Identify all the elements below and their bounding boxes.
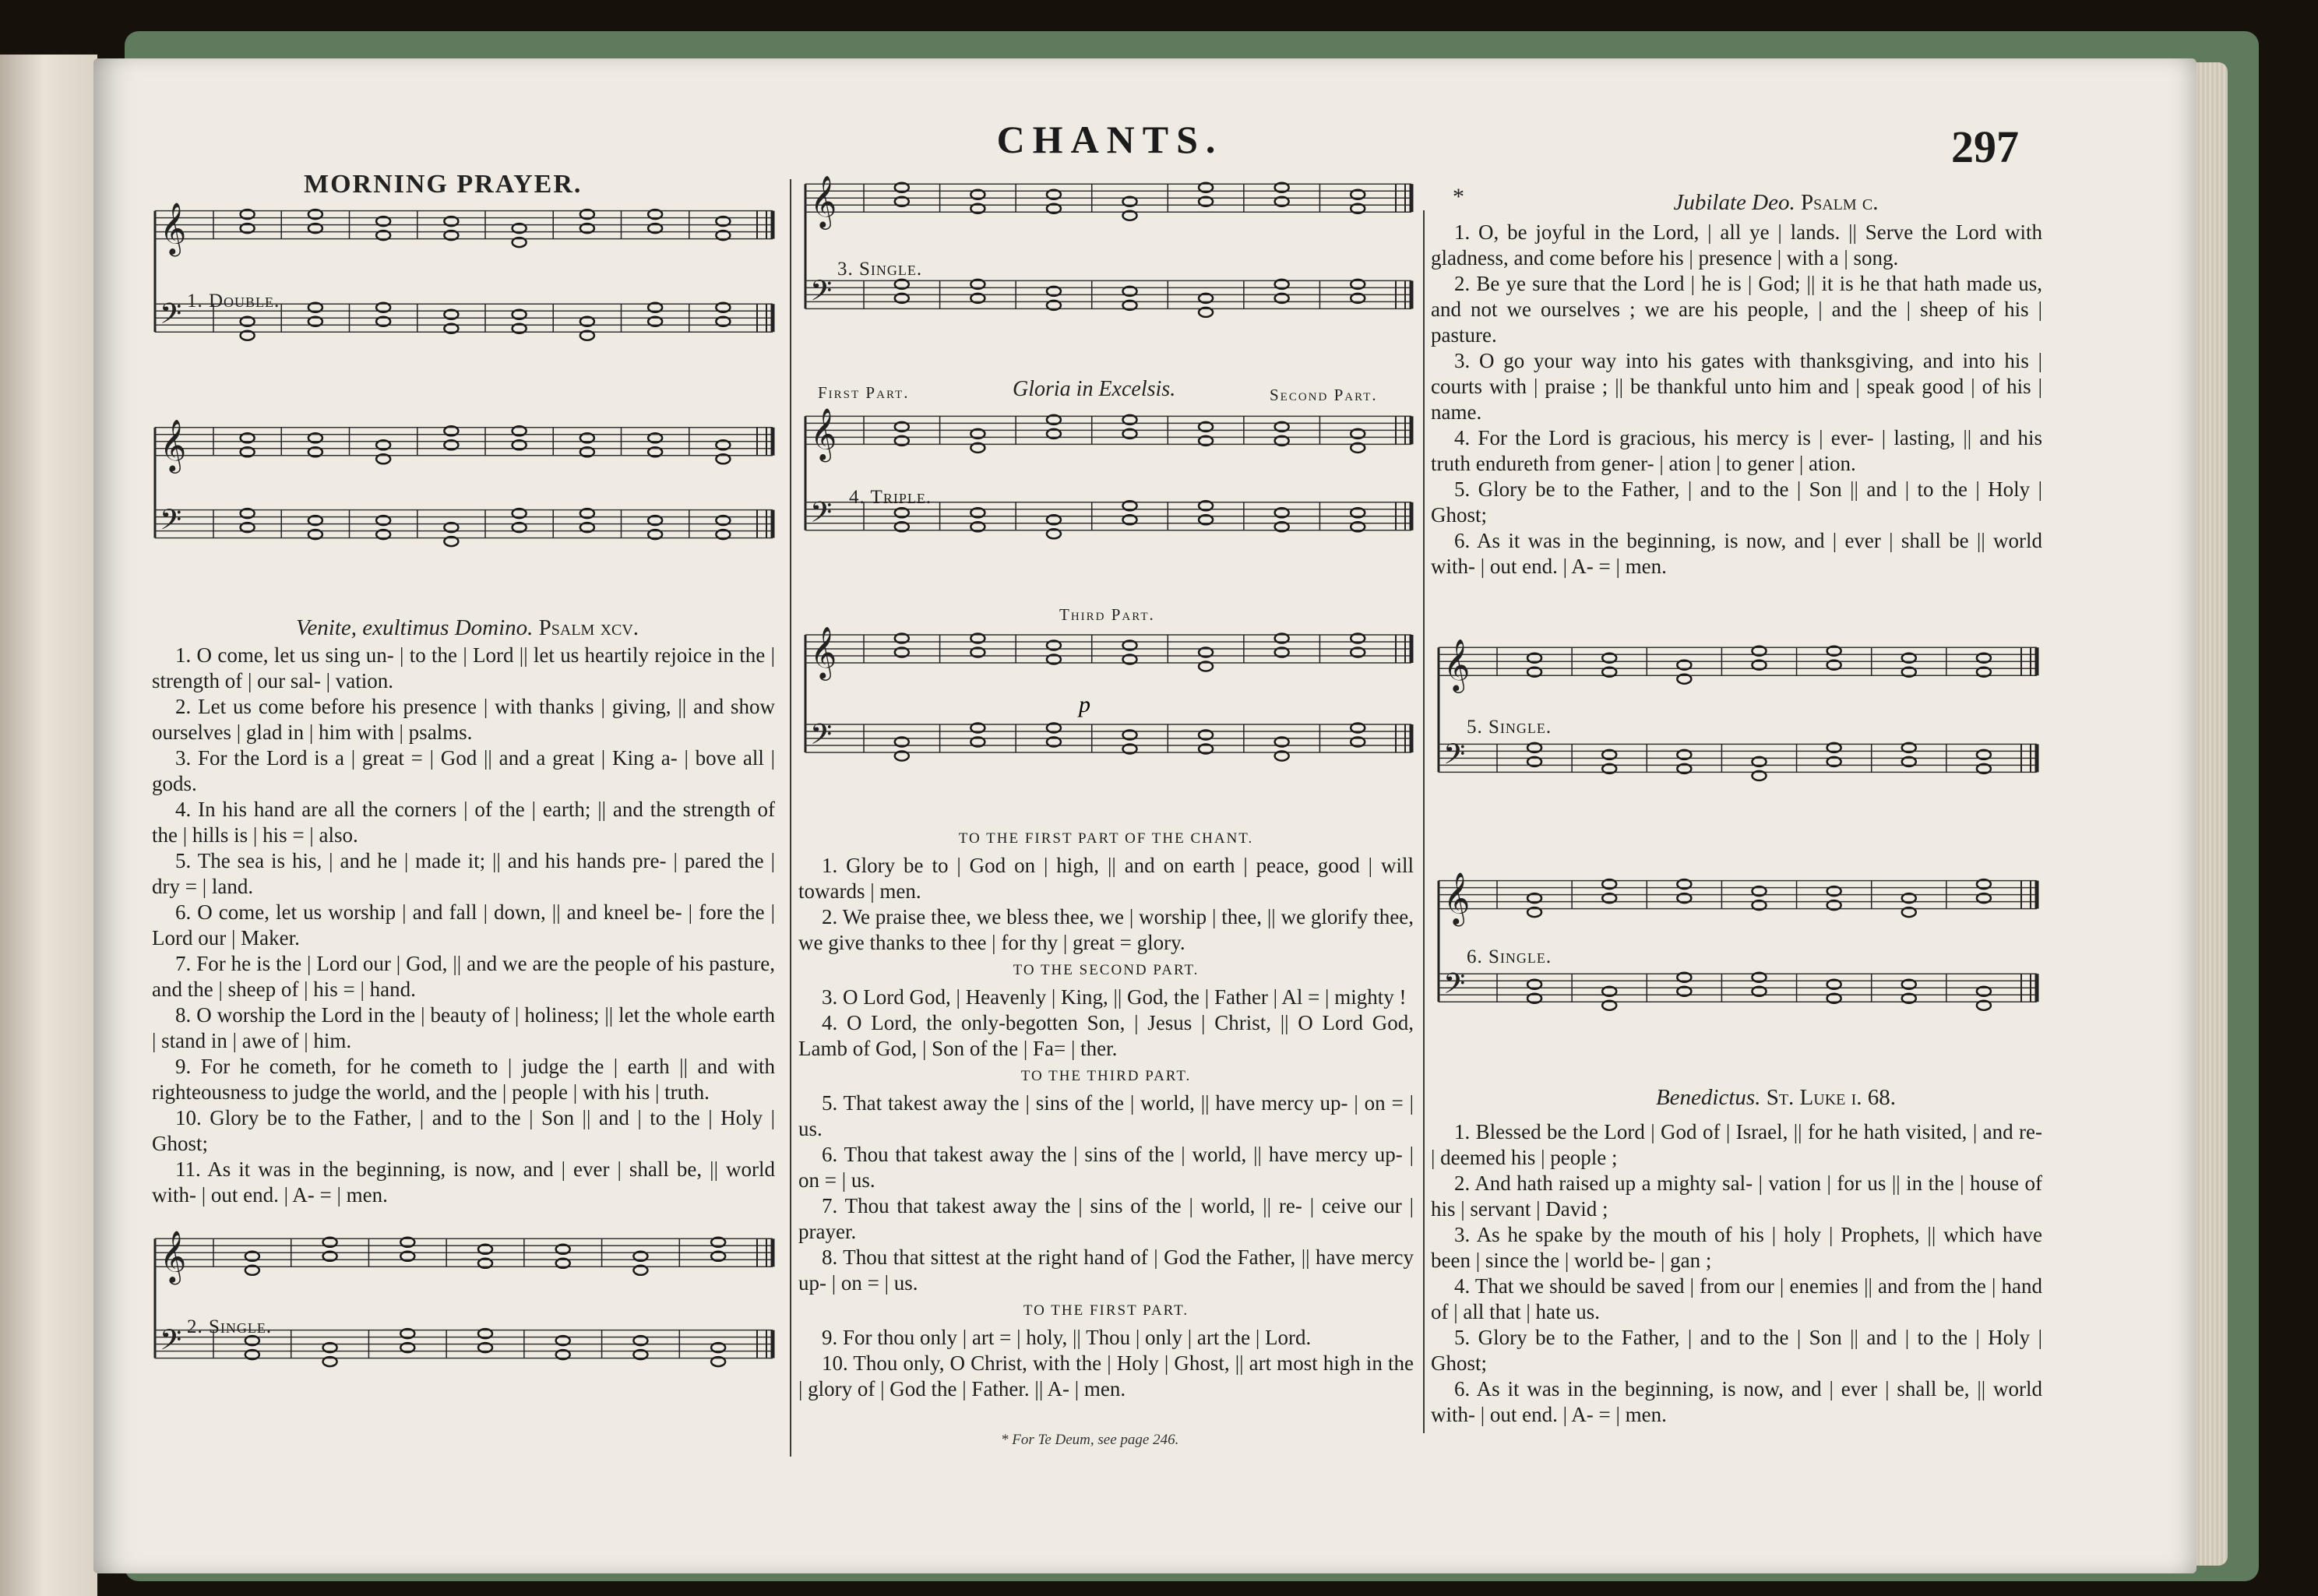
footnote-te-deum: * For Te Deum, see page 246. <box>1001 1432 1179 1448</box>
bass-clef: 𝄢 <box>810 718 833 758</box>
jubilate-ref: Psalm c. <box>1800 190 1879 215</box>
part-direction: TO THE THIRD PART. <box>1020 1068 1192 1084</box>
second-part-label: Second Part. <box>1270 386 1378 404</box>
gloria-title: Gloria in Excelsis. <box>1013 377 1176 401</box>
asterisk-mark: * <box>1453 184 1464 210</box>
verse: 5. Glory be to the Father, | and to the | Son || and | to the | Holy | Ghost; <box>1431 477 2042 527</box>
treble-clef: 𝄞 <box>160 417 187 471</box>
treble-clef: 𝄞 <box>810 174 837 228</box>
chant-2-system <box>152 1227 779 1425</box>
chant-1-label: 1. Double. <box>187 291 280 312</box>
verse: 6. As it was in the beginning, is now, and | ever | shall be, || world with- | out end. | A- = | men. <box>1431 1377 2042 1426</box>
chant-4-system-2 <box>802 623 1418 818</box>
verse: 4. O Lord, the only-begotten Son, | Jesus | Christ, || O Lord God, Lamb of God, | Son of the | Fa= | ther. <box>798 1011 1414 1060</box>
chant-1-system-1 <box>152 199 779 401</box>
third-part-label: Third Part. <box>1059 605 1155 624</box>
verse: 3. For the Lord is a | great = | God || and a great | King a- | bove all | gods. <box>152 746 775 795</box>
treble-clef: 𝄞 <box>160 201 187 255</box>
chant-6-system <box>1436 868 2043 1071</box>
verse: 2. And hath raised up a mighty sal- | vation | for us || in the | house of his | servant | David ; <box>1431 1171 2042 1221</box>
chant-1-system-2 <box>152 417 779 596</box>
chant-2-label: 2. Single. <box>187 1316 273 1337</box>
verse: 4. For the Lord is gracious, his mercy is | ever- | lasting, || and his truth endureth from gener- | ation | to gener | ation. <box>1431 426 2042 475</box>
first-part-label: First Part. <box>818 383 910 402</box>
left-page-edge <box>0 55 97 1596</box>
verse: 3. O go your way into his gates with thanksgiving, and into his | courts with | praise ; || be thankful unto him and | speak good | of his | name. <box>1431 349 2042 424</box>
part-direction: TO THE FIRST PART OF THE CHANT. <box>958 830 1254 847</box>
verse: 10. Thou only, O Christ, with the | Holy | Ghost, || art most high in the | glory of | God the | Father. || A- | men. <box>798 1351 1414 1400</box>
chant-3-system <box>802 171 1418 382</box>
page-number: 297 <box>1951 122 2019 172</box>
bass-clef: 𝄢 <box>160 1323 182 1364</box>
column-rule-left <box>790 179 791 1457</box>
chant-1-staves-b <box>152 417 779 596</box>
verse: 8. O worship the Lord in the | beauty of | holiness; || let the whole earth | stand in | awe of | him. <box>152 1003 775 1052</box>
verse: 10. Glory be to the Father, | and to the | Son || and | to the | Holy | Ghost; <box>152 1106 775 1155</box>
bass-clef: 𝄢 <box>810 495 833 536</box>
verse: 7. For he is the | Lord our | God, || and we are the people of his pasture, and the | sheep of | his = | hand. <box>152 952 775 1001</box>
benedictus-heading <box>1550 1085 2002 1111</box>
verse: 9. For he cometh, for he cometh to | judge the | earth || and with righteousness to judge the world, and the | people | with his | truth. <box>152 1055 775 1104</box>
verse: 7. Thou that takest away the | sins of the | world, || re- | ceive our | prayer. <box>798 1194 1414 1243</box>
chant-3-label: 3. Single. <box>837 259 923 280</box>
verse: 6. As it was in the beginning, is now, and | ever | shall be || world with- | out end. | A- = | men. <box>1431 529 2042 578</box>
verse: 2. Be ye sure that the Lord | he is | God; || it is he that hath made us, and not we ourselves ; we are his people, | and the | sheep of his | pasture. <box>1431 272 2042 347</box>
treble-clef: 𝄞 <box>160 1229 187 1283</box>
benedictus-ref: St. Luke i. 68. <box>1766 1085 1897 1110</box>
gloria-verses <box>798 824 1414 1402</box>
jubilate-title: Jubilate Deo. <box>1673 190 1795 215</box>
part-direction: TO THE FIRST PART. <box>1023 1302 1189 1319</box>
jubilate-heading <box>1550 190 2002 216</box>
jubilate-verses <box>1431 220 2042 580</box>
verse: 2. Let us come before his presence | with thanks | giving, || and show ourselves | glad in | him with | psalms. <box>152 695 775 744</box>
bass-clef: 𝄢 <box>1443 738 1466 778</box>
verse: 9. For thou only | art = | holy, || Thou | only | art the | Lord. <box>822 1326 1312 1349</box>
verse: 2. We praise thee, we bless thee, we | worship | thee, || we glorify thee, we give thanks to thee | for thy | great = glory. <box>798 905 1414 954</box>
treble-clef: 𝄞 <box>1443 871 1471 925</box>
verse: 11. As it was in the beginning, is now, and | ever | shall be, || world with- | out end. | A- = | men. <box>152 1157 775 1207</box>
bass-clef: 𝄢 <box>160 298 182 338</box>
verse: 5. Glory be to the Father, | and to the | Son || and | to the | Holy | Ghost; <box>1431 1326 2042 1375</box>
bass-clef: 𝄢 <box>810 274 833 315</box>
chant-6-staves <box>1436 868 2043 1071</box>
treble-clef: 𝄞 <box>1443 638 1471 692</box>
chant-4-system-1 <box>802 405 1418 592</box>
verse: 6. Thou that takest away the | sins of the | world, || have mercy up- | on = | us. <box>798 1143 1414 1192</box>
verse: 3. As he spake by the mouth of his | holy | Prophets, || which have been | since the | world be- | gan ; <box>1431 1223 2042 1272</box>
chant-5-staves <box>1436 635 2043 845</box>
section-title-morning-prayer: MORNING PRAYER. <box>304 170 583 199</box>
treble-clef: 𝄞 <box>810 407 837 460</box>
verse: 5. That takest away the | sins of the | world, || have mercy up- | on = | us. <box>798 1091 1414 1140</box>
venite-title: Venite, exultimus Domino. <box>295 615 534 640</box>
page-title: CHANTS. <box>996 118 1224 161</box>
benedictus-title: Benedictus. <box>1655 1085 1761 1110</box>
verse: 1. O, be joyful in the Lord, | all ye | lands. || Serve the Lord with gladness, and come before his | presence | with a | song. <box>1431 220 2042 270</box>
chant-4-staves-b <box>802 623 1418 818</box>
chant-5-system <box>1436 635 2043 845</box>
verse: 5. The sea is his, | and he | made it; || and his hands pre- | pared the | dry = | land. <box>152 849 775 898</box>
chant-6-label: 6. Single. <box>1467 946 1552 967</box>
verse: 1. Glory be to | God on | high, || and on earth | peace, good | will towards | men. <box>798 854 1414 903</box>
treble-clef: 𝄞 <box>810 625 837 678</box>
verse: 4. In his hand are all the corners | of the | earth; || and the strength of the | hills is | his = | also. <box>152 798 775 847</box>
dynamic-mark: p <box>1079 692 1090 717</box>
chant-4-label: 4. Triple. <box>849 487 932 508</box>
venite-ref: Psalm xcv. <box>538 615 639 640</box>
venite-verses <box>152 643 775 1208</box>
benedictus-verses <box>1431 1119 2042 1428</box>
verse: 1. Blessed be the Lord | God of | Israel, || for he hath visited, | and re- | deemed his | people ; <box>1431 1120 2042 1169</box>
verse: 1. O come, let us sing un- | to the | Lord || let us heartily rejoice in the | strength of | our sal- | vation. <box>152 643 775 692</box>
verse: 3. O Lord God, | Heavenly | King, || God, the | Father | Al = | mighty ! <box>822 985 1407 1009</box>
venite-heading <box>234 615 701 641</box>
bass-clef: 𝄢 <box>160 503 182 544</box>
column-rule-right <box>1423 210 1425 1433</box>
verse: 8. Thou that sittest at the right hand of | God the Father, || have mercy up- | on = | us. <box>798 1245 1414 1295</box>
chant-5-label: 5. Single. <box>1467 717 1552 738</box>
verse: 4. That we should be saved | from our | enemies || and from the | hand of | all that | hate us. <box>1431 1274 2042 1323</box>
part-direction: TO THE SECOND PART. <box>1013 962 1200 978</box>
verse: 6. O come, let us worship | and fall | down, || and kneel be- | fore the | Lord our | Maker. <box>152 900 775 949</box>
bass-clef: 𝄢 <box>1443 967 1466 1008</box>
